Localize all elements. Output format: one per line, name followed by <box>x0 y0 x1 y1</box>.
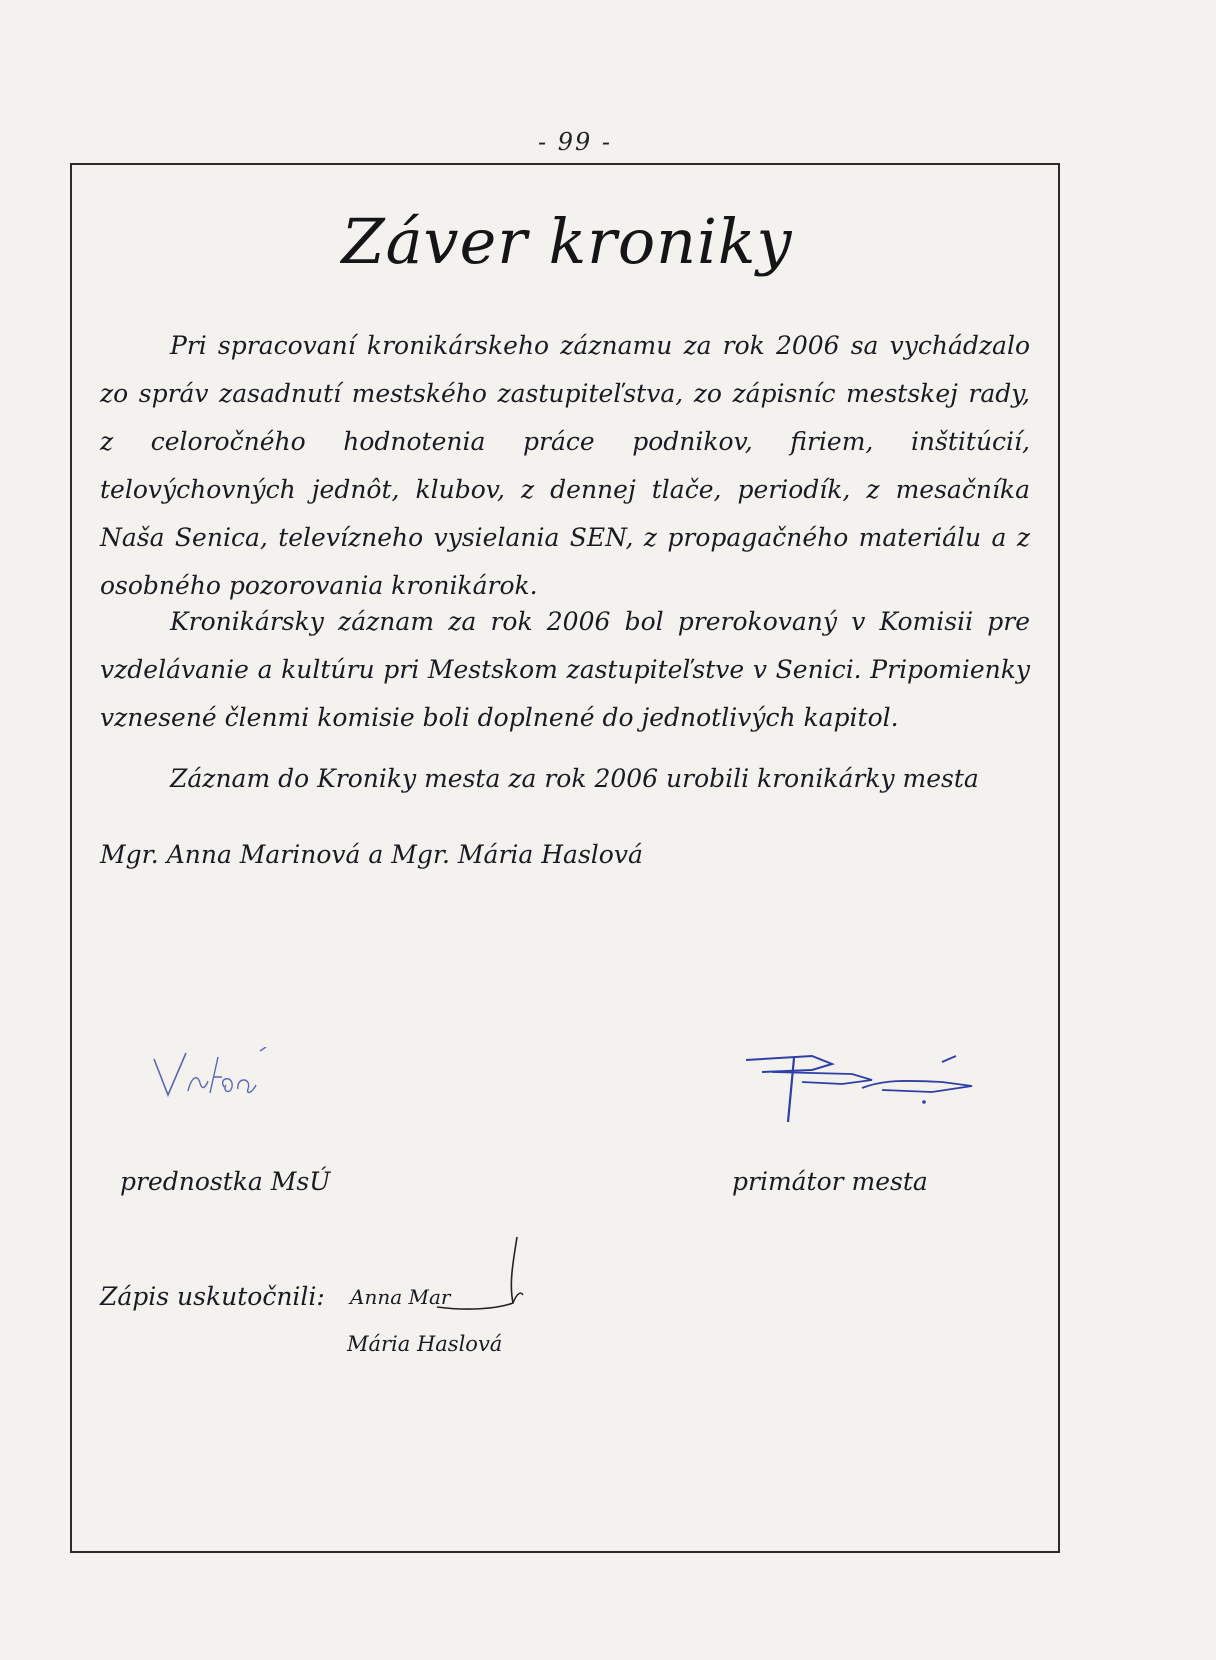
signature-record-flourish <box>417 1233 527 1318</box>
record-name-maria: Mária Haslová <box>347 1332 503 1356</box>
paragraph-authors-intro: Záznam do Kroniky mesta za rok 2006 urobili kronikárky mesta <box>170 764 979 793</box>
record-label: Zápis uskutočnili: <box>100 1282 325 1311</box>
paragraph-sources: Pri spracovaní kronikárskeho záznamu za rok 2006 sa vychádzalo zo správ zasadnutí mestského zastupiteľstva, zo zápisníc mestskej rady, z celoročného hodnotenia práce podnikov, firiem, inštitúcií, telovýchovných jednôt, klubov, z dennej tlače, periodík, z mesačníka Naša Senica, televízneho vysielania SEN, z propagačného materiálu a z osobného pozorovania kronikárok. <box>100 331 1030 600</box>
page-title: Záver kroniky <box>341 205 793 278</box>
page-frame <box>70 163 1060 1553</box>
record-name-anna: Anna Mar <box>350 1285 451 1309</box>
signature-primator <box>742 1050 992 1125</box>
paragraph-review: Kronikársky záznam za rok 2006 bol prerokovaný v Komisii pre vzdelávanie a kultúru pri Mestskom zastupiteľstve v Senici. Pripomienky vznesené členmi komisie boli doplnené do jednotlivých kapitol. <box>100 607 1030 732</box>
page-number: - 99 - <box>537 128 612 156</box>
signature-prednostka <box>148 1047 288 1102</box>
role-primator: primátor mesta <box>732 1167 928 1196</box>
authors-line: Mgr. Anna Marinová a Mgr. Mária Haslová <box>100 840 643 869</box>
role-prednostka: prednostka MsÚ <box>120 1167 331 1196</box>
